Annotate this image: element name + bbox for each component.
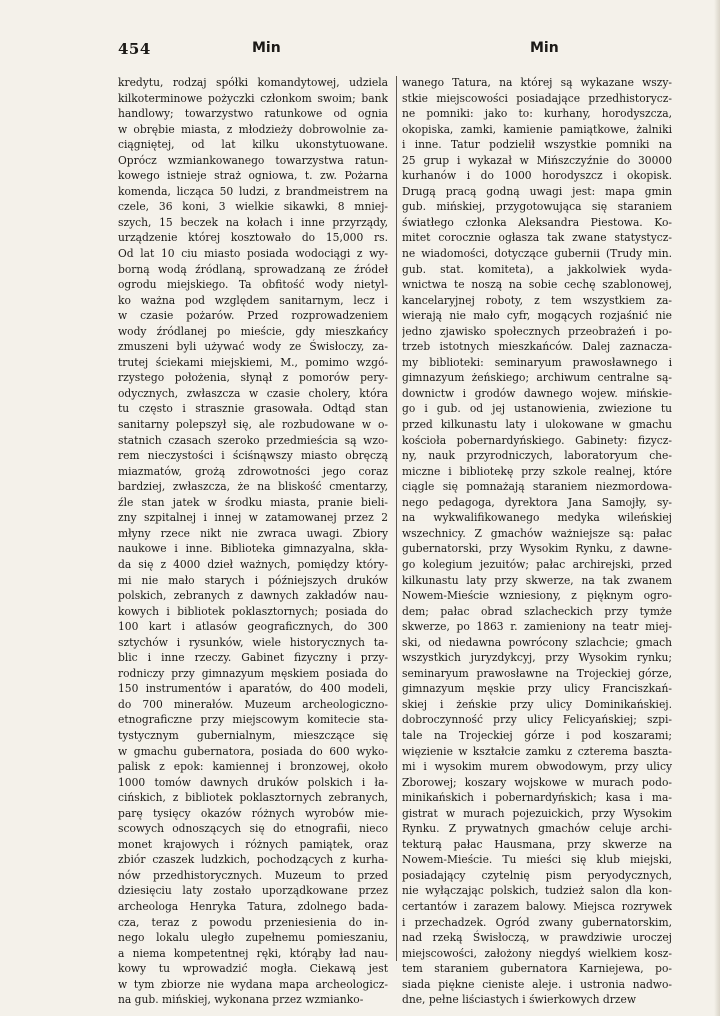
text-line: sztychów i rysunków, wiele historycznych ta-: [118, 635, 388, 649]
text-line: przed kilkunastu laty i ulokowane w gmachu: [402, 418, 672, 432]
text-line: rodniczy przy gimnazyum męskiem posiada do: [118, 666, 388, 680]
text-line: tekturą pałac Hausmana, przy skwerze na: [402, 837, 672, 851]
text-line: kowego istnieje straż ogniowa, t. zw. Pożarna: [118, 169, 388, 183]
text-line: da się z 4000 dzieł ważnych, pomiędzy który-: [118, 557, 388, 571]
text-line: w obrębie miasta, z młodzieży dobrowolnie za-: [118, 122, 388, 136]
text-line: do 700 minerałów. Muzeum archeologiczno-: [118, 697, 388, 711]
text-line: Rynku. Z prywatnych gmachów celuje archi-: [402, 822, 672, 836]
text-line: wnictwa te noszą na sobie cechę szablonowej,: [402, 278, 672, 292]
text-line: rzystego położenia, słynął z pomorów pery-: [118, 371, 388, 385]
text-line: ne wiadomości, dotyczące gubernii (Trudy min.: [402, 247, 672, 261]
text-line: na wykwalifikowanego medyka wileńskiej: [402, 511, 672, 525]
text-line: etnograficzne przy miejscowym komitecie sta-: [118, 713, 388, 727]
text-line: a niema kompetentnej ręki, którąby ład nau-: [118, 946, 388, 960]
text-line: gub. mińskiej, przygotowująca się staraniem: [402, 200, 672, 214]
text-line: ciągle się pomnażają staraniem niezmordowa-: [402, 480, 672, 494]
text-line: 25 grup i wykazał w Mińszczyźnie do 30000: [402, 153, 672, 167]
text-line: blic i inne rzeczy. Gabinet fizyczny i przy-: [118, 651, 388, 665]
text-line: polskich, zebranych z dawnych zakładów nau-: [118, 589, 388, 603]
text-line: monet krajowych i różnych pamiątek, oraz: [118, 837, 388, 851]
text-line: źle stan jatek w środku miasta, pranie bieli-: [118, 495, 388, 509]
text-line: w czasie pożarów. Przed rozprowadzeniem: [118, 309, 388, 323]
text-line: kurhanów i do 1000 horodyszcz i okopisk.: [402, 169, 672, 183]
text-line: dobroczynność przy ulicy Felicyańskiej; szpi-: [402, 713, 672, 727]
text-line: gistrat w murach pojezuickich, przy Wysokim: [402, 806, 672, 820]
column-divider: [396, 76, 397, 961]
text-line: ny, nauk przyrodniczych, laboratoryum che-: [402, 449, 672, 463]
text-line: tystycznym gubernialnym, mieszczące się: [118, 728, 388, 742]
text-line: scowych odnoszących się do etnografii, nieco: [118, 822, 388, 836]
text-line: parę tysięcy okazów różnych wyrobów mie-: [118, 806, 388, 820]
text-line: certantów i zarazem balowy. Miejsca rozrywek: [402, 899, 672, 913]
text-line: Od lat 10 ciu miasto posiada wodociągi z wy-: [118, 247, 388, 261]
text-line: dziesięciu laty zostało uporządkowane przez: [118, 884, 388, 898]
text-line: wierają nie mało cyfr, mogących rozjaśnić nie: [402, 309, 672, 323]
text-line: wanego Tatura, na której są wykazane wszy-: [402, 76, 672, 89]
text-line: Oprócz wzmiankowanego towarzystwa ratun-: [118, 153, 388, 167]
text-line: w tym zbiorze nie wydana mapa archeologicz-: [118, 977, 388, 991]
text-line: młyny rzece nikt nie zwraca uwagi. Zbiory: [118, 526, 388, 540]
text-line: handlowy; towarzystwo ratunkowe od ognia: [118, 107, 388, 121]
text-line: nego lokalu uległo zupełnemu pomieszaniu,: [118, 931, 388, 945]
text-line: archeologa Henryka Tatura, zdolnego bada-: [118, 899, 388, 913]
text-line: wody źródlanej po mieście, gdy mieszkańcy: [118, 324, 388, 338]
text-line: kowy tu wprowadzić mogła. Ciekawą jest: [118, 962, 388, 976]
text-line: w gmachu gubernatora, posiada do 600 wyko-: [118, 744, 388, 758]
text-line: gubernatorski, przy Wysokim Rynku, z dawne-: [402, 542, 672, 556]
page-number: 454: [118, 40, 151, 58]
text-line: zny szpitalnej i innej w zatamowanej przez 2: [118, 511, 388, 525]
text-line: kościoła pobernardyńskiego. Gabinety: fizycz-: [402, 433, 672, 447]
text-line: mitet corocznie ogłasza tak zwane statystycz-: [402, 231, 672, 245]
text-line: ogrodu miejskiego. Ta obfitość wody nietyl-: [118, 278, 388, 292]
text-line: czele, 36 koni, 3 wielkie sikawki, 8 mniej-: [118, 200, 388, 214]
text-line: dne, pełne liściastych i świerkowych drzew: [402, 993, 636, 1007]
text-line: tu często i strasznie grasowała. Odtąd stan: [118, 402, 388, 416]
text-line: my biblioteki: seminaryum prawosławnego i: [402, 355, 672, 369]
text-line: bardziej, zwłaszcza, że na bliskość cmentarzy,: [118, 480, 388, 494]
text-line: ne pomniki: jako to: kurhany, horodyszcza,: [402, 107, 672, 121]
text-line: cza, teraz z powodu przeniesienia do in-: [118, 915, 388, 929]
text-line: mi nie mało starych i późniejszych druków: [118, 573, 388, 587]
text-line: trzeb istotnych mieszkańców. Dalej zaznacza-: [402, 340, 672, 354]
text-line: naukowe i inne. Biblioteka gimnazyalna, skła-: [118, 542, 388, 556]
text-line: go kolegium jezuitów; pałac archirejski, przed: [402, 557, 672, 571]
text-line: światłego członka Aleksandra Piestowa. Ko-: [402, 215, 672, 229]
text-line: dem; pałac obrad szlacheckich przy tymże: [402, 604, 672, 618]
text-line: zbiór czaszek ludzkich, pochodzących z kurha-: [118, 853, 388, 867]
text-line: Drugą pracą godną uwagi jest: mapa gmin: [402, 184, 672, 198]
text-line: ko ważna pod względem sanitarnym, lecz i: [118, 293, 388, 307]
text-line: 1000 tomów dawnych druków polskich i ła-: [118, 775, 388, 789]
text-line: posiadający czytelnię pism peryodycznych,: [402, 868, 672, 882]
text-line: okopiska, zamki, kamienie pamiątkowe, żalniki: [402, 122, 672, 136]
text-line: sanitarny polepszył się, ale rozbudowane w o-: [118, 418, 388, 432]
text-line: nów przedhistorycznych. Muzeum to przed: [118, 868, 388, 882]
text-line: kancelaryjnej roboty, z tem wszystkiem za-: [402, 293, 672, 307]
text-line: nego pedagoga, dyrektora Jana Samojły, sy-: [402, 495, 672, 509]
text-line: siada piękne cieniste aleje. i ustronia nadwo-: [402, 977, 672, 991]
text-line: Zborowej; koszary wojskowe w murach podo-: [402, 775, 672, 789]
text-line: Nowem-Mieście wzniesiony, z pięknym ogro-: [402, 589, 672, 603]
text-line: downictw i grodów dawnego wojew. mińskie-: [402, 386, 672, 400]
text-line: komenda, licząca 50 ludzi, z brandmeistrem na: [118, 184, 388, 198]
text-line: kilkoterminowe pożyczki członkom swoim; bank: [118, 91, 388, 105]
text-line: palisk z epok: kamiennej i bronzowej, około: [118, 760, 388, 774]
text-line: tem staraniem gubernatora Karniejewa, po-: [402, 962, 672, 976]
text-line: cińskich, z bibliotek poklasztornych zebranych,: [118, 791, 388, 805]
text-line: statnich czasach szeroko przedmieścia są wzo-: [118, 433, 388, 447]
text-line: miazmatów, grożą zdrowotności jego coraz: [118, 464, 388, 478]
scan-edge-shadow: [714, 0, 720, 1016]
text-line: na gub. mińskiej, wykonana przez wzmianko-: [118, 993, 364, 1007]
text-line: 100 kart i atlasów geograficznych, do 300: [118, 620, 388, 634]
text-line: seminaryum prawosławne na Trojeckiej górze,: [402, 666, 672, 680]
text-line: stkie miejscowości posiadające przedhistorycz-: [402, 91, 672, 105]
text-line: i inne. Tatur podzielił wszystkie pomniki na: [402, 138, 672, 152]
text-line: nie wyłączając polskich, tudzież salon dla kon-: [402, 884, 672, 898]
text-line: borną wodą źródlaną, sprowadzaną ze źródeł: [118, 262, 388, 276]
running-head-left: Min: [252, 40, 281, 56]
text-line: skiej i żeńskie przy ulicy Dominikańskiej.: [402, 697, 672, 711]
text-line: miejscowości, założony niegdyś wielkiem kosz-: [402, 946, 672, 960]
text-line: zmuszeni byli używać wody ze Świsłoczy, za-: [118, 340, 388, 354]
text-line: szych, 15 beczek na kołach i inne przyrządy,: [118, 215, 388, 229]
text-line: odycznych, zwłaszcza w czasie cholery, która: [118, 386, 388, 400]
text-line: gub. stat. komiteta), a jakkolwiek wyda-: [402, 262, 672, 276]
text-line: minikańskich i pobernardyńskich; kasa i ma-: [402, 791, 672, 805]
text-line: kowych i bibliotek poklasztornych; posiada do: [118, 604, 388, 618]
text-line: i przechadzek. Ogród zwany gubernatorskim,: [402, 915, 672, 929]
running-head-right: Min: [530, 40, 559, 56]
text-line: urządzenie której kosztowało do 15,000 rs.: [118, 231, 388, 245]
text-line: miczne i bibliotekę przy szkole realnej, które: [402, 464, 672, 478]
text-line: nad rzeką Świsłoczą, w prawdziwie uroczej: [402, 931, 672, 945]
text-line: kredytu, rodzaj spółki komandytowej, udziela: [118, 76, 388, 89]
text-line: tale na Trojeckiej górze i pod koszarami;: [402, 728, 672, 742]
text-line: wszystkich juryzdykcyj, przy Wysokim rynku;: [402, 651, 672, 665]
text-line: rem nieczystości i ściśnąwszy miasto obręczą: [118, 449, 388, 463]
text-line: kilkunastu laty przy skwerze, na tak zwanem: [402, 573, 672, 587]
text-column-left: [118, 75, 388, 1008]
text-line: gimnazyum żeńskiego; archiwum centralne są-: [402, 371, 672, 385]
text-line: Nowem-Mieście. Tu mieści się klub miejski,: [402, 853, 672, 867]
text-line: trutej ściekami miejskiemi, M., pomimo wzgó-: [118, 355, 388, 369]
text-line: ciągniętej, od lat kilku ukonstytuowane.: [118, 138, 388, 152]
text-line: ski, od niedawna powrócony szlachcie; gmach: [402, 635, 672, 649]
text-line: go i gub. od jej ustanowienia, zwiezione tu: [402, 402, 672, 416]
text-line: mi i wysokim murem obwodowym, przy ulicy: [402, 760, 672, 774]
text-line: wszechnicy. Z gmachów ważniejsze są: pałac: [402, 526, 672, 540]
text-line: skwerze, po 1863 r. zamieniony na teatr miej-: [402, 620, 672, 634]
text-line: jedno zjawisko społecznych przeobrażeń i po-: [402, 324, 672, 338]
text-line: gimnazyum męskie przy ulicy Franciszkań-: [402, 682, 672, 696]
text-column-right: [402, 75, 672, 1008]
text-line: więzienie w kształcie zamku z czterema baszta-: [402, 744, 672, 758]
text-line: 150 instrumentów i aparatów, do 400 modeli,: [118, 682, 388, 696]
